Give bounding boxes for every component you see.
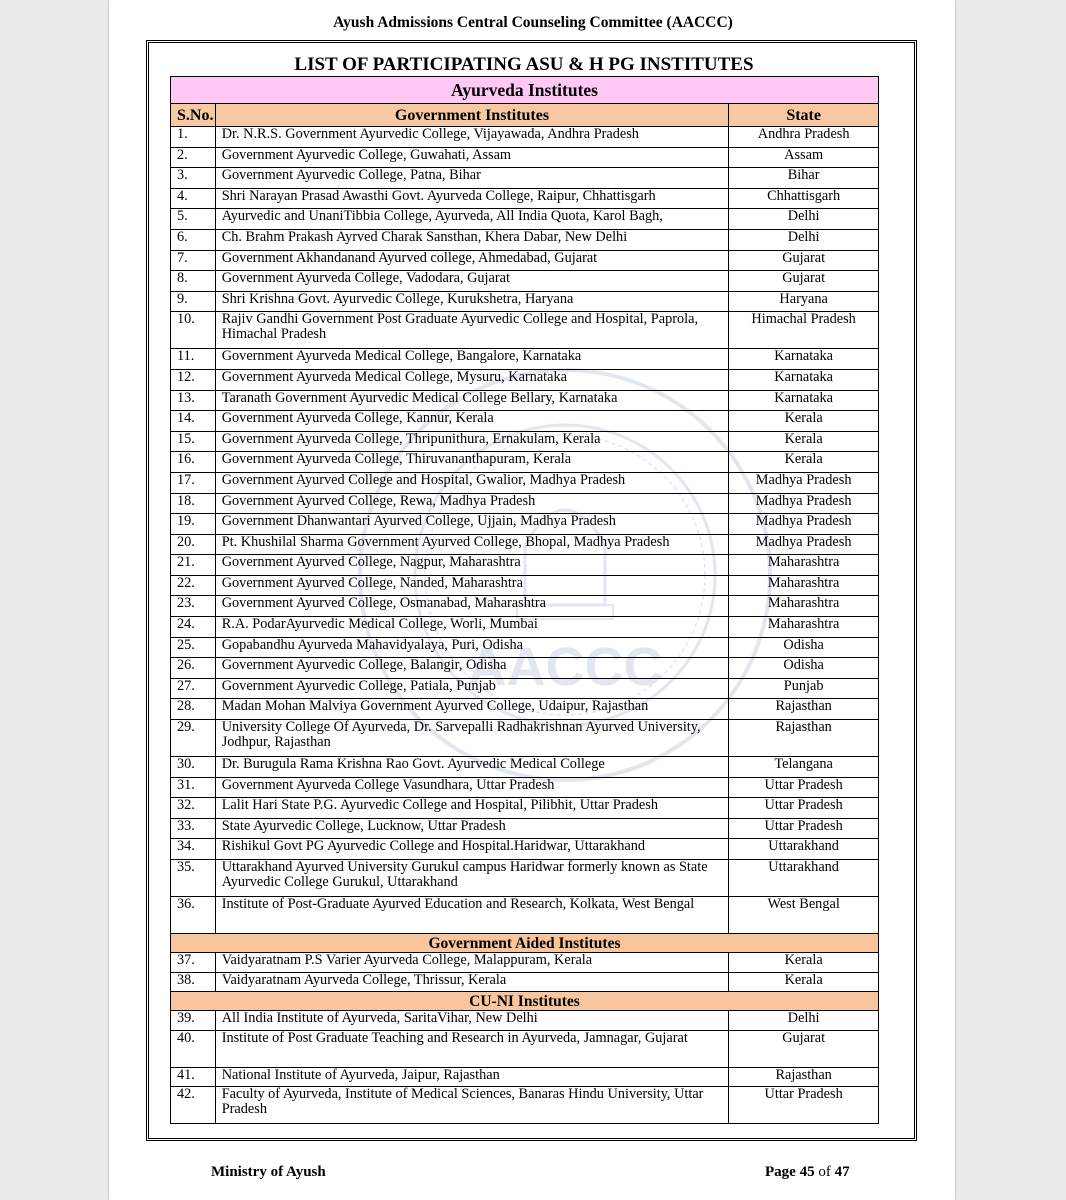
section-banner [171,77,879,104]
table-row [171,431,879,452]
row-state: Odisha [729,637,879,658]
table-row [171,1030,879,1067]
row-institute-name: Vaidyaratnam Ayurveda College, Thrissur, Kerala [215,972,729,992]
row-institute-name: Madan Mohan Malviya Government Ayurved College, Udaipur, Rajasthan [215,699,729,720]
row-serial-number: 17. [171,472,216,493]
table-row [171,860,879,897]
row-state: Karnataka [729,390,879,411]
row-institute-name: Ayurvedic and UnaniTibbia College, Ayurveda, All India Quota, Karol Bagh, [215,209,729,230]
row-serial-number: 18. [171,493,216,514]
table-row [171,127,879,148]
row-serial-number: 23. [171,596,216,617]
row-serial-number: 24. [171,617,216,638]
row-state: Madhya Pradesh [729,493,879,514]
row-institute-name: Government Ayurved College, Rewa, Madhya Pradesh [215,493,729,514]
row-serial-number: 14. [171,411,216,432]
page-current: 45 [799,1164,815,1180]
row-state: Rajasthan [729,1067,879,1087]
page-label: Page [765,1164,796,1180]
row-serial-number: 29. [171,720,216,757]
row-state: Gujarat [729,1030,879,1067]
row-serial-number: 22. [171,575,216,596]
row-serial-number: 36. [171,897,216,934]
row-institute-name: Rishikul Govt PG Ayurvedic College and Hospital.Haridwar, Uttarakhand [215,839,729,860]
row-state: Haryana [729,291,879,312]
row-institute-name: Government Ayurveda College Vasundhara, Uttar Pradesh [215,777,729,798]
table-row [171,555,879,576]
row-serial-number: 25. [171,637,216,658]
table-row [171,1067,879,1087]
row-institute-name: Government Ayurved College and Hospital, Gwalior, Madhya Pradesh [215,472,729,493]
table-row [171,188,879,209]
row-state: Uttar Pradesh [729,1087,879,1124]
row-state: Madhya Pradesh [729,514,879,535]
row-state: Maharashtra [729,617,879,638]
row-state: Delhi [729,229,879,250]
row-serial-number: 31. [171,777,216,798]
table-row [171,575,879,596]
row-state: Bihar [729,168,879,189]
table-row [171,369,879,390]
row-serial-number: 9. [171,291,216,312]
table-row [171,534,879,555]
row-institute-name: Rajiv Gandhi Government Post Graduate Ayurvedic College and Hospital, Paprola, Himachal Pradesh [215,312,729,349]
table-row [171,757,879,778]
table-row [171,229,879,250]
column-header-institute: Government Institutes [215,104,729,127]
row-state: Kerala [729,972,879,992]
row-state: Himachal Pradesh [729,312,879,349]
table-row [171,678,879,699]
row-serial-number: 40. [171,1030,216,1067]
table-row [171,312,879,349]
table-row [171,390,879,411]
row-serial-number: 13. [171,390,216,411]
row-serial-number: 2. [171,147,216,168]
table-row [171,720,879,757]
row-state: Uttarakhand [729,839,879,860]
row-serial-number: 38. [171,972,216,992]
row-institute-name: Government Ayurvedic College, Balangir, Odisha [215,658,729,679]
row-state: Kerala [729,953,879,973]
row-institute-name: National Institute of Ayurveda, Jaipur, Rajasthan [215,1067,729,1087]
row-serial-number: 42. [171,1087,216,1124]
row-serial-number: 39. [171,1011,216,1031]
table-row [171,147,879,168]
row-state: Chhattisgarh [729,188,879,209]
table-row [171,168,879,189]
row-serial-number: 41. [171,1067,216,1087]
table-row [171,250,879,271]
column-header-sno: S.No. [171,104,216,127]
row-state: Maharashtra [729,575,879,596]
row-serial-number: 15. [171,431,216,452]
row-state: Karnataka [729,369,879,390]
page-number [765,1164,850,1181]
table-row [171,514,879,535]
row-serial-number: 4. [171,188,216,209]
row-institute-name: Pt. Khushilal Sharma Government Ayurved College, Bhopal, Madhya Pradesh [215,534,729,555]
table-row [171,953,879,973]
section-header [171,934,879,953]
row-state: Andhra Pradesh [729,127,879,148]
table-row [171,818,879,839]
document-header: Ayush Admissions Central Counseling Committee (AACCC) [333,14,733,31]
row-state: Delhi [729,209,879,230]
row-state: Odisha [729,658,879,679]
row-institute-name: State Ayurvedic College, Lucknow, Uttar Pradesh [215,818,729,839]
row-state: Delhi [729,1011,879,1031]
row-state: Rajasthan [729,720,879,757]
row-state: Kerala [729,411,879,432]
table-row [171,493,879,514]
row-state: Telangana [729,757,879,778]
row-serial-number: 11. [171,349,216,370]
row-state: Assam [729,147,879,168]
row-serial-number: 12. [171,369,216,390]
watermark-text: AACCC [467,637,663,697]
row-serial-number: 27. [171,678,216,699]
row-serial-number: 28. [171,699,216,720]
row-state: Uttar Pradesh [729,777,879,798]
row-institute-name: Shri Narayan Prasad Awasthi Govt. Ayurveda College, Raipur, Chhattisgarh [215,188,729,209]
table-row [171,349,879,370]
banner-title: Ayurveda Institutes [171,77,879,104]
row-state: Gujarat [729,271,879,292]
section-title: Government Aided Institutes [171,934,879,953]
table-row [171,897,879,934]
row-serial-number: 8. [171,271,216,292]
table-header [171,104,879,127]
row-serial-number: 3. [171,168,216,189]
row-state: Kerala [729,452,879,473]
table-row [171,596,879,617]
footer-ministry: Ministry of Ayush [211,1164,326,1180]
row-state: Uttarakhand [729,860,879,897]
row-institute-name: Government Ayurveda College, Vadodara, Gujarat [215,271,729,292]
page-of: of [818,1164,831,1180]
table-row [171,291,879,312]
row-serial-number: 1. [171,127,216,148]
institutes-table-body [171,77,879,1124]
row-institute-name: Government Ayurveda Medical College, Bangalore, Karnataka [215,349,729,370]
row-institute-name: Government Ayurveda Medical College, Mysuru, Karnataka [215,369,729,390]
row-serial-number: 6. [171,229,216,250]
row-institute-name: Government Ayurveda College, Kannur, Kerala [215,411,729,432]
table-row [171,637,879,658]
table-row [171,699,879,720]
row-institute-name: Taranath Government Ayurvedic Medical College Bellary, Karnataka [215,390,729,411]
table-row [171,1011,879,1031]
row-institute-name: Dr. Burugula Rama Krishna Rao Govt. Ayurvedic Medical College [215,757,729,778]
row-state: Kerala [729,431,879,452]
table-row [171,777,879,798]
row-serial-number: 37. [171,953,216,973]
row-institute-name: Government Ayurveda College, Thiruvananthapuram, Kerala [215,452,729,473]
row-institute-name: Government Dhanwantari Ayurved College, Ujjain, Madhya Pradesh [215,514,729,535]
row-institute-name: Institute of Post-Graduate Ayurved Education and Research, Kolkata, West Bengal [215,897,729,934]
row-institute-name: R.A. PodarAyurvedic Medical College, Worli, Mumbai [215,617,729,638]
row-serial-number: 20. [171,534,216,555]
row-serial-number: 7. [171,250,216,271]
row-serial-number: 10. [171,312,216,349]
row-serial-number: 26. [171,658,216,679]
row-institute-name: All India Institute of Ayurveda, SaritaVihar, New Delhi [215,1011,729,1031]
section-title: CU-NI Institutes [171,992,879,1011]
institutes-table [170,76,879,1124]
row-institute-name: Uttarakhand Ayurved University Gurukul campus Haridwar formerly known as State Ayurvedic College Gurukul, Uttarakhand [215,860,729,897]
row-serial-number: 32. [171,798,216,819]
row-institute-name: Government Ayurved College, Nanded, Maharashtra [215,575,729,596]
table-row [171,472,879,493]
row-institute-name: Lalit Hari State P.G. Ayurvedic College and Hospital, Pilibhit, Uttar Pradesh [215,798,729,819]
row-serial-number: 34. [171,839,216,860]
row-institute-name: Vaidyaratnam P.S Varier Ayurveda College, Malappuram, Kerala [215,953,729,973]
row-state: Madhya Pradesh [729,472,879,493]
section-header [171,992,879,1011]
row-institute-name: Ch. Brahm Prakash Ayrved Charak Sansthan, Khera Dabar, New Delhi [215,229,729,250]
row-serial-number: 16. [171,452,216,473]
table-row [171,452,879,473]
table-row [171,798,879,819]
row-institute-name: Government Ayurved College, Osmanabad, Maharashtra [215,596,729,617]
row-serial-number: 21. [171,555,216,576]
row-state: Maharashtra [729,596,879,617]
table-row [171,839,879,860]
row-institute-name: Government Ayurveda College, Thripunithura, Ernakulam, Kerala [215,431,729,452]
page-total: 47 [834,1164,850,1180]
row-institute-name: Dr. N.R.S. Government Ayurvedic College, Vijayawada, Andhra Pradesh [215,127,729,148]
table-row [171,617,879,638]
page-title: LIST OF PARTICIPATING ASU & H PG INSTITUTES [294,54,754,75]
row-institute-name: Faculty of Ayurveda, Institute of Medical Sciences, Banaras Hindu University, Uttar Pradesh [215,1087,729,1124]
row-institute-name: Shri Krishna Govt. Ayurvedic College, Kurukshetra, Haryana [215,291,729,312]
column-header-state: State [729,104,879,127]
row-serial-number: 30. [171,757,216,778]
row-institute-name: Government Ayurvedic College, Patiala, Punjab [215,678,729,699]
row-institute-name: Institute of Post Graduate Teaching and Research in Ayurveda, Jamnagar, Gujarat [215,1030,729,1067]
row-state: Uttar Pradesh [729,818,879,839]
table-row [171,271,879,292]
row-institute-name: Government Akhandanand Ayurved college, Ahmedabad, Gujarat [215,250,729,271]
table-row [171,411,879,432]
row-institute-name: Government Ayurvedic College, Guwahati, Assam [215,147,729,168]
row-serial-number: 33. [171,818,216,839]
row-institute-name: Government Ayurved College, Nagpur, Maharashtra [215,555,729,576]
row-institute-name: Government Ayurvedic College, Patna, Bihar [215,168,729,189]
table-row [171,209,879,230]
row-state: Madhya Pradesh [729,534,879,555]
row-serial-number: 35. [171,860,216,897]
row-serial-number: 5. [171,209,216,230]
row-state: Gujarat [729,250,879,271]
row-institute-name: Gopabandhu Ayurveda Mahavidyalaya, Puri, Odisha [215,637,729,658]
row-serial-number: 19. [171,514,216,535]
row-state: Punjab [729,678,879,699]
table-row [171,972,879,992]
row-institute-name: University College Of Ayurveda, Dr. Sarvepalli Radhakrishnan Ayurved University, Jodhpur, Rajasthan [215,720,729,757]
table-row [171,1087,879,1124]
row-state: Uttar Pradesh [729,798,879,819]
row-state: Karnataka [729,349,879,370]
row-state: Maharashtra [729,555,879,576]
row-state: West Bengal [729,897,879,934]
table-row [171,658,879,679]
row-state: Rajasthan [729,699,879,720]
